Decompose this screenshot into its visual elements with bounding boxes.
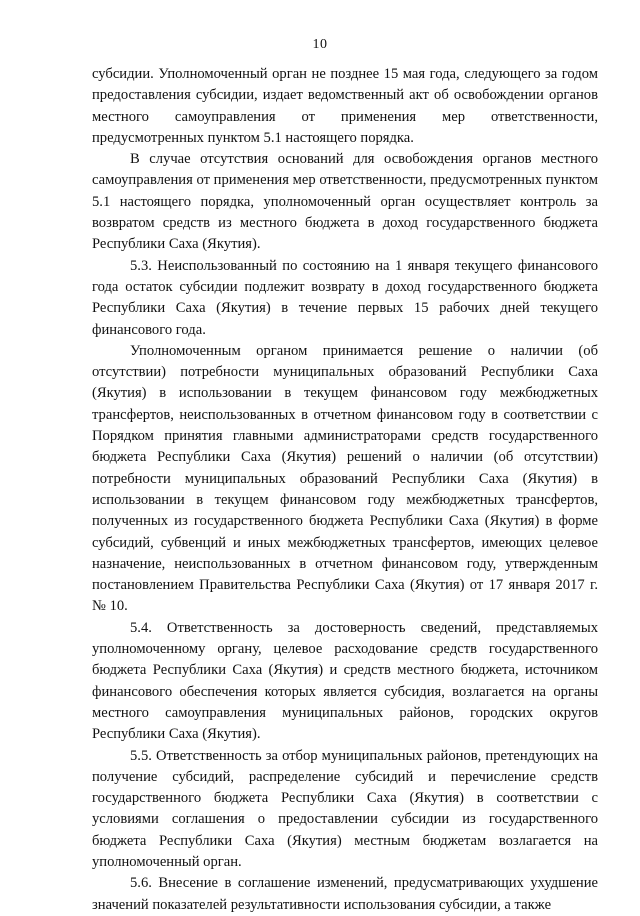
paragraph-control-return: В случае отсутствия оснований для освобождения органов местного самоуправления от применения мер ответственности, предусмотренных пунктом 5.1 настоящего порядка, уполномоченный орган осуществляет контроль за возвратом средств из местного бюджета в доход государственного бюджета Республики Саха (Якутия). bbox=[92, 151, 598, 253]
paragraph-5-4: 5.4. Ответственность за достоверность сведений, представляемых уполномоченному органу, целевое расходование средств государственного бюджета Республики Саха (Якутия) и средств местного бюджета, источником финансового обеспечения которых является субсидия, возлагается на органы местного самоуправления муниципальных районов, городских округов Республики Саха (Якутия). bbox=[92, 619, 598, 743]
paragraph-5-3: 5.3. Неиспользованный по состоянию на 1 января текущего финансового года остаток субсидии подлежит возврату в доход государственного бюджета Республики Саха (Якутия) в течение первых 15 рабочих дней текущего финансового года. bbox=[92, 257, 598, 338]
page-number: 10 bbox=[312, 37, 328, 52]
paragraph-continuation: субсидии. Уполномоченный орган не позднее 15 мая года, следующего за годом предоставления субсидии, издает ведомственный акт об освобождении органов местного самоуправления от применения мер ответственности, предусмотренных пунктом 5.1 настоящего порядка. bbox=[92, 66, 598, 146]
paragraph-5-6: 5.6. Внесение в соглашение изменений, предусматривающих ухудшение значений показателей результативности использования субсидии, а также bbox=[92, 875, 598, 913]
document-body bbox=[92, 64, 598, 916]
paragraph-5-5: 5.5. Ответственность за отбор муниципальных районов, претендующих на получение субсидий, распределение субсидий и перечисление средств государственного бюджета Республики Саха (Якутия) в соответствии с условиями соглашения о предоставлении субсидии из государственного бюджета Республики Саха (Якутия) местным бюджетам возлагается на уполномоченный орган. bbox=[92, 747, 598, 870]
paragraph-decision: Уполномоченным органом принимается решение о наличии (об отсутствии) потребности муниципальных образований Республики Саха (Якутия) в использовании в текущем финансовом году межбюджетных трансфертов, неиспользованных в отчетном финансовом году в соответствии с Порядком принятия главными администраторами средств государственного бюджета Республики Саха (Якутия) решений о наличии (об отсутствии) потребности муниципальных образований Республики Саха (Якутия) в использовании в текущем финансовом году межбюджетных трансфертов, полученных из государственного бюджета Республики Саха (Якутия) в форме субсидий, субвенций и иных межбюджетных трансфертов, имеющих целевое назначение, неиспользованных в отчетном финансовом году, утвержденным постановлением Правительства Республики Саха (Якутия) от 17 января 2017 г. № 10. bbox=[92, 342, 598, 615]
